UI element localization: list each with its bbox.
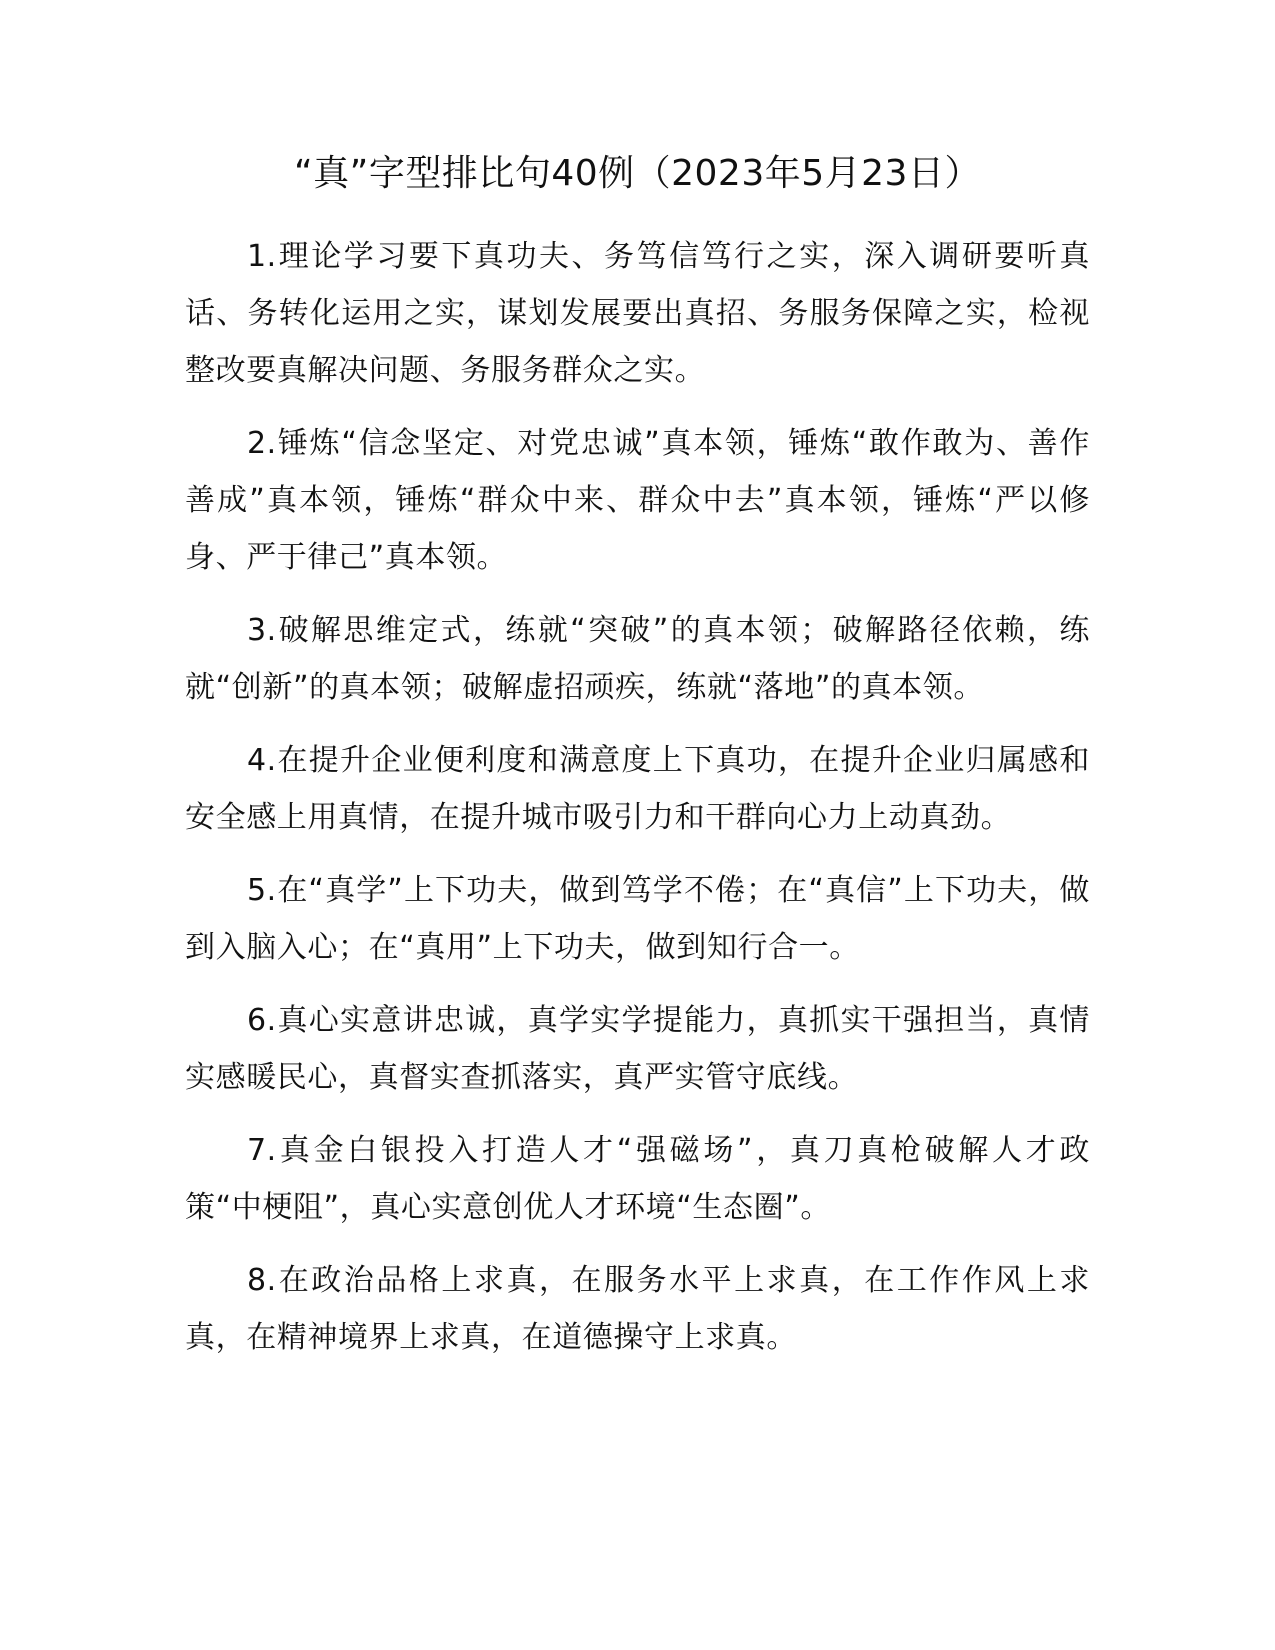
paragraph-6: 6.真心实意讲忠诚，真学实学提能力，真抓实干强担当，真情实感暖民心，真督实查抓落实，真严实管守底线。 bbox=[185, 1003, 1090, 1095]
paragraph-1: 1.理论学习要下真功夫、务笃信笃行之实，深入调研要听真话、务转化运用之实，谋划发展要出真招、务服务保障之实，检视整改要真解决问题、务服务群众之实。 bbox=[185, 239, 1090, 388]
paragraph-2: 2.锤炼“信念坚定、对党忠诚”真本领，锤炼“敢作敢为、善作善成”真本领，锤炼“群众中来、群众中去”真本领，锤炼“严以修身、严于律己”真本领。 bbox=[185, 426, 1090, 575]
document-body bbox=[185, 228, 1090, 1382]
paragraph-8: 8.在政治品格上求真，在服务水平上求真，在工作作风上求真，在精神境界上求真，在道德操守上求真。 bbox=[185, 1263, 1090, 1355]
paragraph-5: 5.在“真学”上下功夫，做到笃学不倦；在“真信”上下功夫，做到入脑入心；在“真用”上下功夫，做到知行合一。 bbox=[185, 873, 1090, 965]
paragraph-7: 7.真金白银投入打造人才“强磁场”，真刀真枪破解人才政策“中梗阻”，真心实意创优人才环境“生态圈”。 bbox=[185, 1133, 1090, 1225]
paragraph-3: 3.破解思维定式，练就“突破”的真本领；破解路径依赖，练就“创新”的真本领；破解虚招顽疾，练就“落地”的真本领。 bbox=[185, 613, 1090, 705]
paragraph-4: 4.在提升企业便利度和满意度上下真功，在提升企业归属感和安全感上用真情，在提升城市吸引力和干群向心力上动真劲。 bbox=[185, 743, 1090, 835]
document-title: “真”字型排比句40例（2023年5月23日） bbox=[294, 153, 981, 194]
